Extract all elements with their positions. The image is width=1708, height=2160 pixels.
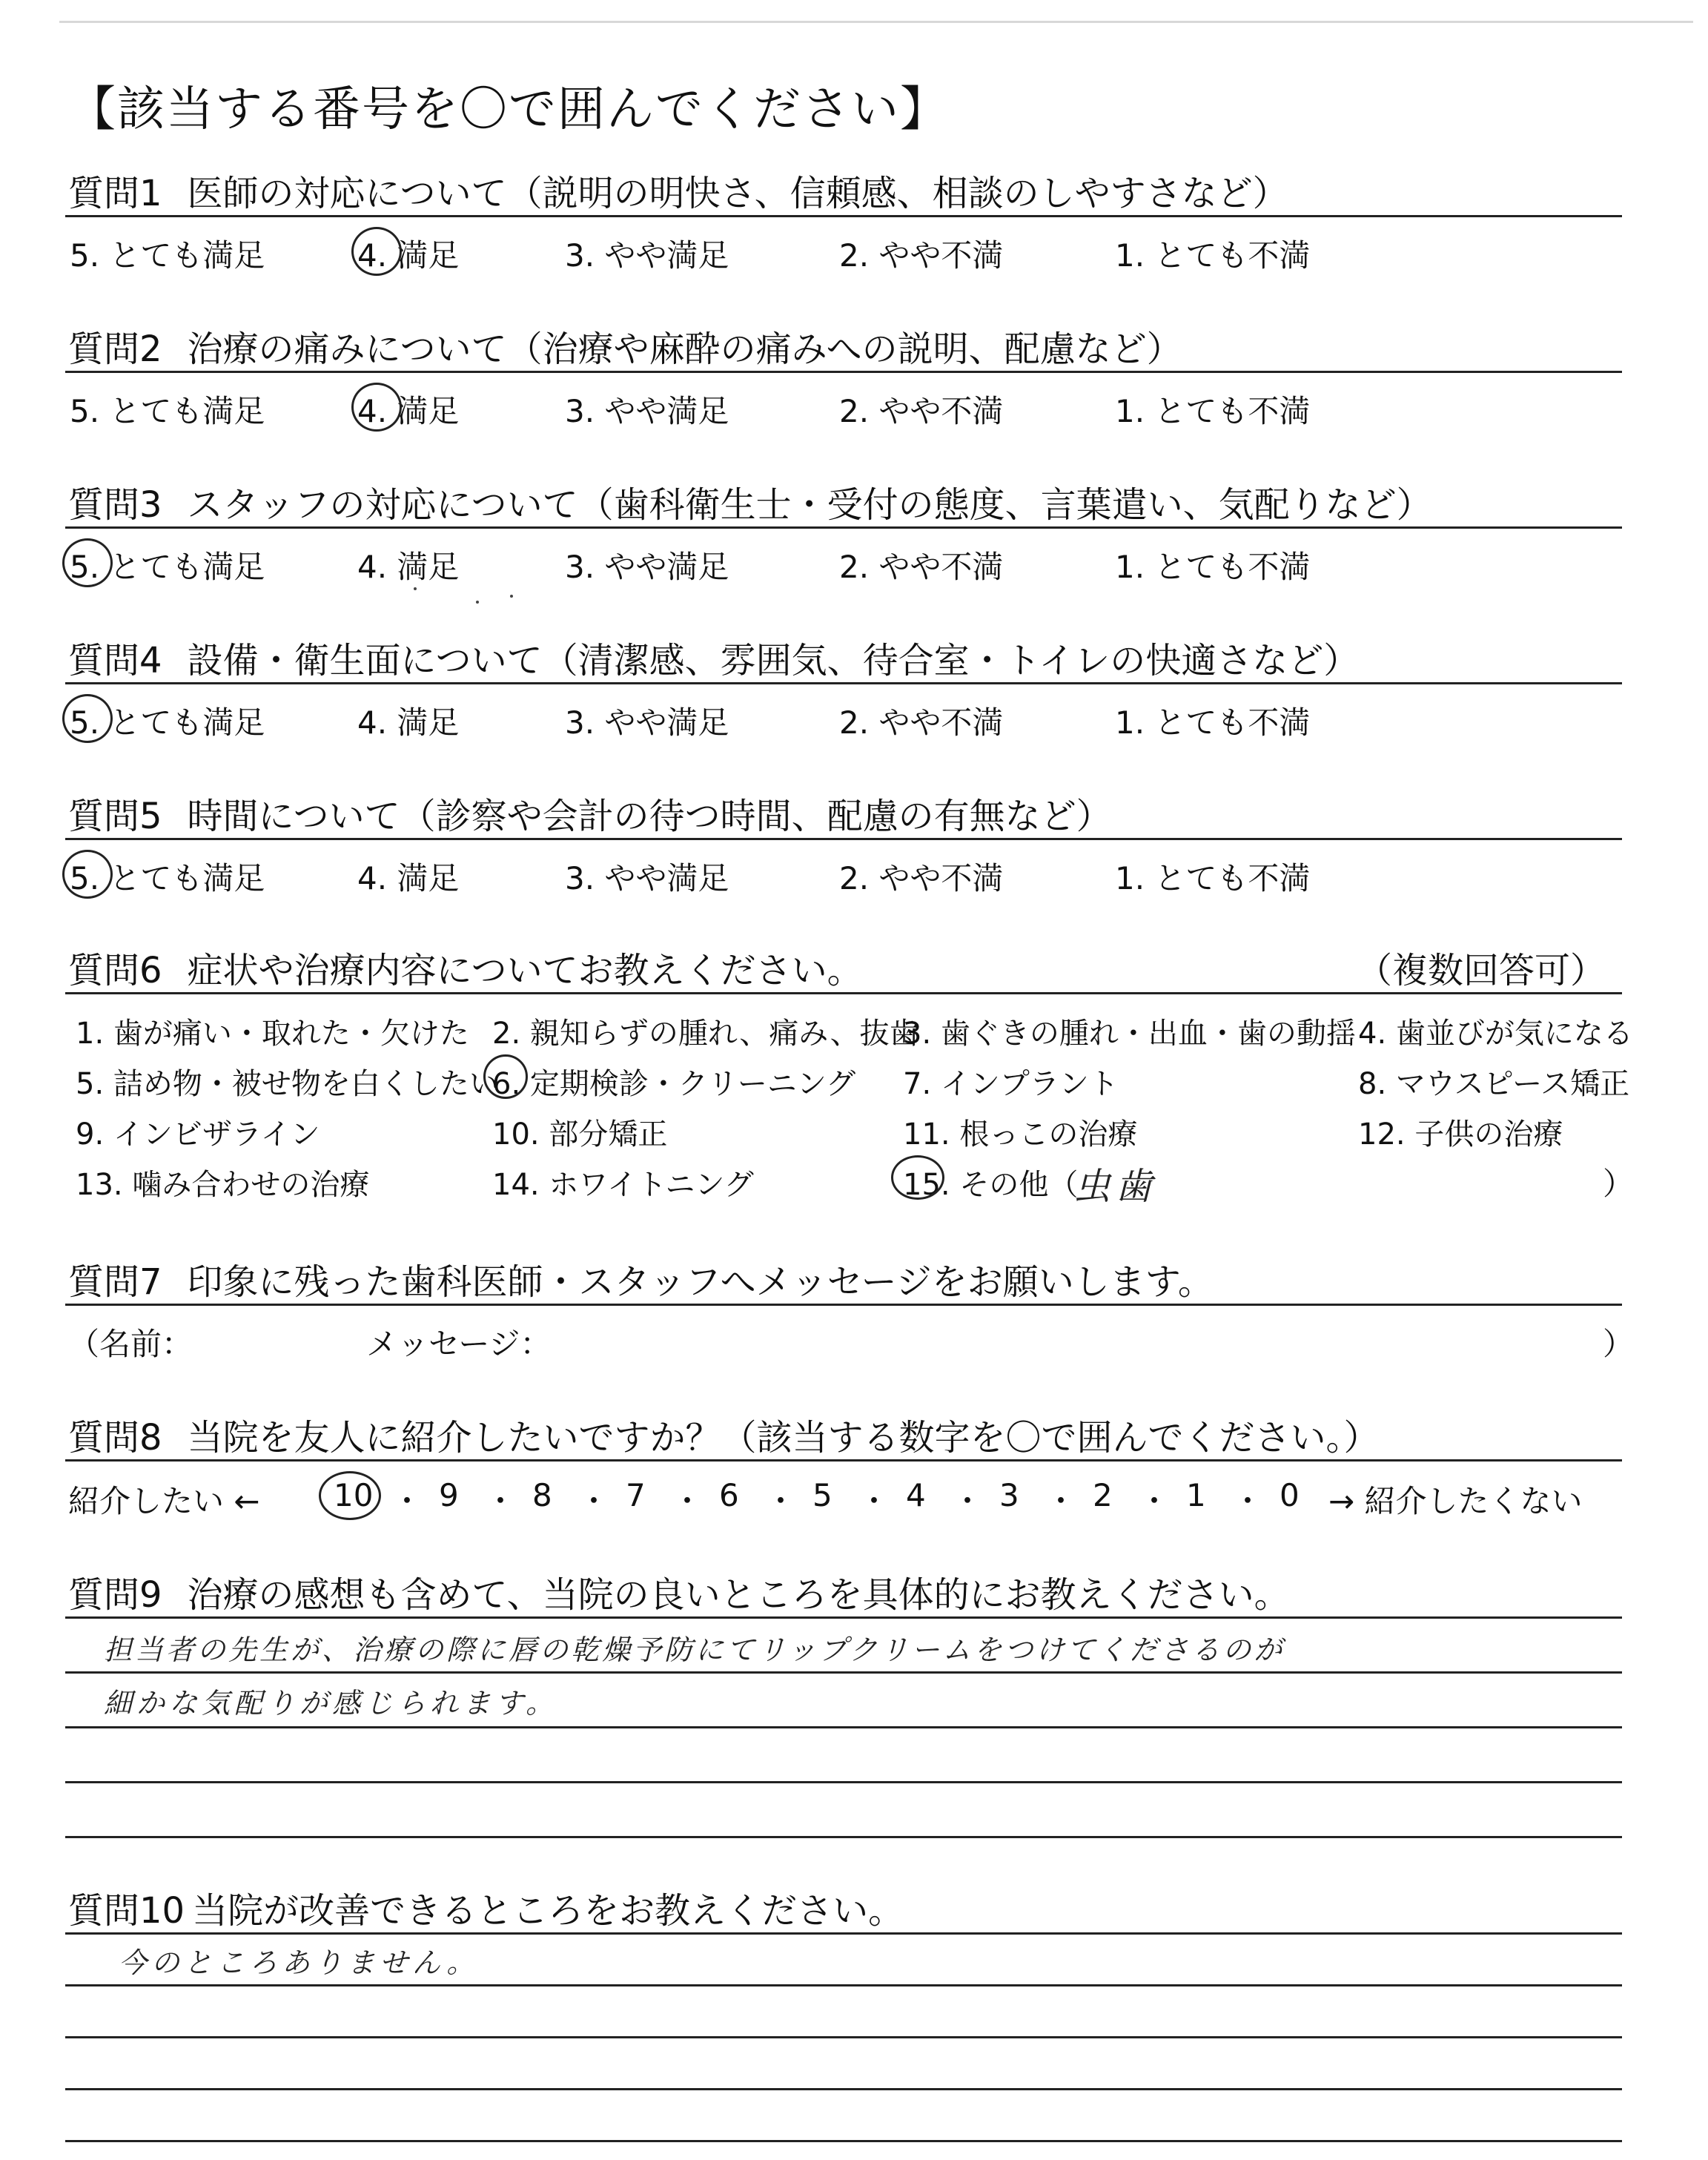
scale-dot: ・ (1232, 1483, 1264, 1519)
question-text: 症状や治療内容についてお教えください。 (187, 950, 863, 991)
answer-handwriting-line-1: 今のところありません。 (119, 1946, 480, 1979)
other-answer-handwriting: 虫歯 (1073, 1165, 1156, 1208)
question-number: 質問1 (68, 173, 162, 214)
scale-dot: ・ (952, 1483, 984, 1519)
option-2[interactable]: 2. やや不満 (839, 549, 1004, 585)
option-4[interactable]: 4. 満足 (357, 704, 460, 741)
message-label: メッセージ： (366, 1326, 552, 1362)
top-border (59, 21, 1693, 23)
option-1[interactable]: 1. とても不満 (1115, 704, 1311, 741)
option-2[interactable]: 2. やや不満 (839, 860, 1004, 896)
question-number: 質問8 (68, 1417, 162, 1459)
option-5[interactable]: 5. とても満足 (70, 393, 265, 429)
question-text: 医師の対応について（説明の明快さ、信頼感、相談のしやすさなど） (187, 173, 1288, 214)
scan-speck (414, 587, 417, 590)
divider (65, 1459, 1622, 1462)
scale-dot: ・ (765, 1483, 797, 1519)
answer-line (65, 2036, 1622, 2038)
option-5[interactable]: 5. とても満足 (70, 237, 265, 274)
answer-line (65, 1726, 1622, 1728)
symptom-option-9[interactable]: 9. インビザライン (76, 1117, 320, 1152)
scale-dot: ・ (485, 1483, 517, 1519)
scan-speck (476, 601, 479, 604)
symptom-option-15[interactable]: 15. その他（ (903, 1168, 1079, 1202)
option-1[interactable]: 1. とても不満 (1115, 860, 1311, 896)
scale-dot: ・ (1139, 1483, 1171, 1519)
selection-circle (351, 383, 402, 432)
page-heading: 【該当する番号を〇で囲んでください】 (68, 82, 949, 137)
scale-9[interactable]: 9 (439, 1477, 459, 1513)
symptom-option-5[interactable]: 5. 詰め物・被せ物を白くしたい (76, 1067, 499, 1101)
divider (65, 371, 1622, 373)
scan-speck (510, 595, 513, 598)
option-3[interactable]: 3. やや満足 (565, 704, 729, 741)
option-2[interactable]: 2. やや不満 (839, 704, 1004, 741)
scale-8[interactable]: 8 (532, 1477, 552, 1513)
question-number: 質問9 (68, 1574, 162, 1616)
option-5[interactable]: 5. とても満足 (70, 704, 265, 741)
symptom-option-2[interactable]: 2. 親知らずの腫れ、痛み、抜歯 (492, 1017, 919, 1051)
option-4[interactable]: 4. 満足 (357, 860, 460, 896)
symptom-option-3[interactable]: 3. 歯ぐきの腫れ・出血・歯の動揺 (903, 1017, 1356, 1051)
scale-0[interactable]: 0 (1280, 1477, 1300, 1513)
message-close-paren: ） (1603, 1326, 1635, 1362)
answer-line (65, 2088, 1622, 2090)
scale-dot: ・ (672, 1483, 704, 1519)
selection-circle (62, 538, 113, 587)
question-text: スタッフの対応について（歯科衛生士・受付の態度、言葉遣い、気配りなど） (187, 484, 1432, 526)
option-3[interactable]: 3. やや満足 (565, 393, 729, 429)
symptom-option-1[interactable]: 1. 歯が痛い・取れた・欠けた (76, 1017, 469, 1051)
selection-circle (62, 694, 113, 743)
selection-circle (351, 227, 402, 276)
option-5[interactable]: 5. とても満足 (70, 860, 265, 896)
option-4[interactable]: 4. 満足 (357, 393, 460, 429)
symptom-option-11[interactable]: 11. 根っこの治療 (903, 1117, 1138, 1152)
option-3[interactable]: 3. やや満足 (565, 549, 729, 585)
scale-dot: ・ (578, 1483, 610, 1519)
answer-line (65, 1836, 1622, 1838)
name-label: （名前： (68, 1326, 193, 1362)
symptom-option-14[interactable]: 14. ホワイトニング (492, 1168, 754, 1202)
option-3[interactable]: 3. やや満足 (565, 237, 729, 274)
option-1[interactable]: 1. とても不満 (1115, 237, 1311, 274)
divider (65, 838, 1622, 840)
divider (65, 992, 1622, 994)
option-2[interactable]: 2. やや不満 (839, 393, 1004, 429)
symptom-option-8[interactable]: 8. マウスピース矯正 (1358, 1067, 1630, 1101)
option-3[interactable]: 3. やや満足 (565, 860, 729, 896)
option-1[interactable]: 1. とても不満 (1115, 549, 1311, 585)
scale-7[interactable]: 7 (626, 1477, 646, 1513)
question-number: 質問4 (68, 640, 162, 681)
symptom-option-4[interactable]: 4. 歯並びが気になる (1358, 1017, 1633, 1051)
selection-circle (891, 1155, 944, 1200)
question-number: 質問2 (68, 328, 162, 370)
scale-4[interactable]: 4 (906, 1477, 926, 1513)
question-text: 時間について（診察や会計の待つ時間、配慮の有無など） (187, 796, 1112, 837)
question-number: 質問7 (68, 1261, 162, 1303)
scale-dot: ・ (1045, 1483, 1077, 1519)
symptom-option-6[interactable]: 6. 定期検診・クリーニング (492, 1067, 856, 1101)
question-number: 質問5 (68, 796, 162, 837)
scale-1[interactable]: 1 (1186, 1477, 1206, 1513)
symptom-option-12[interactable]: 12. 子供の治療 (1358, 1117, 1563, 1152)
answer-line (65, 1781, 1622, 1783)
question-text: 設備・衛生面について（清潔感、雰囲気、待合室・トイレの快適さなど） (187, 640, 1360, 681)
scale-3[interactable]: 3 (999, 1477, 1019, 1513)
divider (65, 1304, 1622, 1306)
scale-10[interactable]: 10 (334, 1477, 374, 1513)
multiple-answer-note: （複数回答可） (1357, 950, 1606, 991)
option-2[interactable]: 2. やや不満 (839, 237, 1004, 274)
question-text: 印象に残った歯科医師・スタッフへメッセージをお願いします。 (187, 1261, 1214, 1303)
question-number: 質問3 (68, 484, 162, 526)
divider (65, 682, 1622, 684)
question-text: 当院が改善できるところをお教えください。 (192, 1890, 904, 1932)
question-text: 治療の感想も含めて、当院の良いところを具体的にお教えください。 (187, 1574, 1290, 1616)
answer-handwriting-line-2: 細かな気配りが感じられます。 (104, 1687, 558, 1720)
answer-line (65, 1984, 1622, 1986)
answer-line (65, 2140, 1622, 2142)
answer-line (65, 1671, 1622, 1674)
question-text: 治療の痛みについて（治療や麻酔の痛みへの説明、配慮など） (187, 328, 1182, 370)
question-number: 質問6 (68, 950, 162, 991)
answer-line (65, 1616, 1622, 1619)
divider (65, 526, 1622, 529)
option-5[interactable]: 5. とても満足 (70, 549, 265, 585)
symptom-option-13[interactable]: 13. 噛み合わせの治療 (76, 1168, 370, 1202)
scale-dot: ・ (858, 1483, 890, 1519)
recommend-left-label: 紹介したい ← (68, 1483, 260, 1519)
answer-handwriting-line-1: 担当者の先生が、治療の際に唇の乾燥予防にてリップクリームをつけてくださるのが (104, 1634, 1285, 1666)
other-close-paren: ） (1603, 1166, 1635, 1202)
option-1[interactable]: 1. とても不満 (1115, 393, 1311, 429)
scale-2[interactable]: 2 (1093, 1477, 1113, 1513)
question-number: 質問10 (68, 1890, 185, 1932)
symptom-option-10[interactable]: 10. 部分矯正 (492, 1117, 668, 1152)
selection-circle (62, 850, 113, 899)
option-4[interactable]: 4. 満足 (357, 237, 460, 274)
answer-line (65, 1932, 1622, 1935)
symptom-option-7[interactable]: 7. インプラント (903, 1067, 1119, 1101)
question-text: 当院を友人に紹介したいですか？（該当する数字を〇で囲んでください。） (187, 1417, 1380, 1459)
selection-circle (483, 1054, 528, 1099)
option-4[interactable]: 4. 満足 (357, 549, 460, 585)
scale-dot: ・ (391, 1483, 423, 1519)
scale-5[interactable]: 5 (812, 1477, 833, 1513)
divider (65, 215, 1622, 217)
recommend-right-label: → 紹介したくない (1328, 1483, 1583, 1519)
selection-circle (319, 1471, 381, 1520)
scale-6[interactable]: 6 (719, 1477, 739, 1513)
